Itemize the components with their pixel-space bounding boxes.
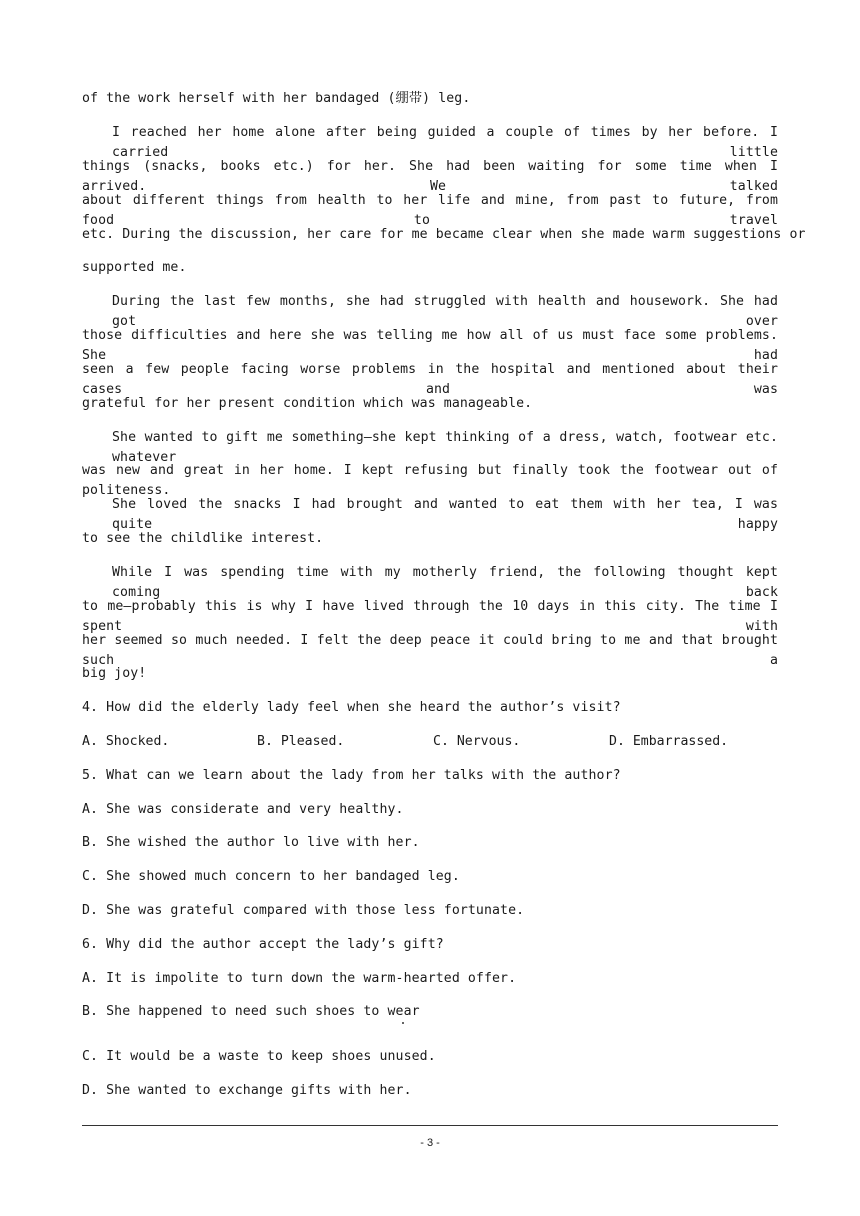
passage-line: supported me. bbox=[82, 260, 187, 275]
footer-divider bbox=[82, 1125, 778, 1126]
passage-line: her seemed so much needed. I felt the deep peace it could bring to me and that brought such a bbox=[82, 633, 778, 668]
question-4-option-a: A. Shocked. bbox=[82, 734, 170, 749]
question-4-option-b: B. Pleased. bbox=[257, 734, 345, 749]
question-5-option-c: C. She showed much concern to her bandaged leg. bbox=[82, 869, 460, 884]
passage-line: those difficulties and here she was telling me how all of us must face some problems. She had bbox=[82, 328, 778, 363]
passage-line: big joy! bbox=[82, 666, 147, 681]
question-6-option-b: B. She happened to need such shoes to wear bbox=[82, 1004, 420, 1019]
passage-line: of the work herself with her bandaged (绷带) leg. bbox=[82, 91, 471, 106]
question-6-stem: 6. Why did the author accept the lady’s gift? bbox=[82, 937, 444, 952]
passage-line: things (snacks, books etc.) for her. She had been waiting for some time when I arrived. We talked bbox=[82, 159, 778, 194]
question-5-option-b: B. She wished the author lo live with her. bbox=[82, 835, 420, 850]
passage-line: While I was spending time with my motherly friend, the following thought kept coming back bbox=[112, 565, 778, 600]
passage-line: She loved the snacks I had brought and wanted to eat them with her tea, I was quite happy bbox=[112, 497, 778, 532]
passage-line: seen a few people facing worse problems in the hospital and mentioned about their cases and was bbox=[82, 362, 778, 397]
passage-line: She wanted to gift me something—she kept thinking of a dress, watch, footwear etc. whatever bbox=[112, 430, 778, 465]
question-6-option-c: C. It would be a waste to keep shoes unused. bbox=[82, 1049, 436, 1064]
question-6-option-d: D. She wanted to exchange gifts with her. bbox=[82, 1083, 412, 1098]
stray-dot-mark bbox=[402, 1022, 404, 1024]
question-6-option-a: A. It is impolite to turn down the warm-hearted offer. bbox=[82, 971, 517, 986]
passage-line: I reached her home alone after being guided a couple of times by her before. I carried little bbox=[112, 125, 778, 160]
question-4-stem: 4. How did the elderly lady feel when she heard the author’s visit? bbox=[82, 700, 621, 715]
passage-line: etc. During the discussion, her care for me became clear when she made warm suggestions or bbox=[82, 227, 806, 242]
passage-line: to me—probably this is why I have lived through the 10 days in this city. The time I spent with bbox=[82, 599, 778, 634]
page-number: - 3 - bbox=[420, 1137, 440, 1149]
question-4-option-c: C. Nervous. bbox=[433, 734, 521, 749]
passage-line: During the last few months, she had struggled with health and housework. She had got over bbox=[112, 294, 778, 329]
question-5-stem: 5. What can we learn about the lady from her talks with the author? bbox=[82, 768, 621, 783]
passage-line: grateful for her present condition which was manageable. bbox=[82, 396, 533, 411]
passage-line: to see the childlike interest. bbox=[82, 531, 324, 546]
question-5-option-a: A. She was considerate and very healthy. bbox=[82, 802, 404, 817]
question-5-option-d: D. She was grateful compared with those less fortunate. bbox=[82, 903, 525, 918]
question-4-option-d: D. Embarrassed. bbox=[609, 734, 729, 749]
passage-line: about different things from health to her life and mine, from past to future, from food to travel bbox=[82, 193, 778, 228]
passage-line: was new and great in her home. I kept refusing but finally took the footwear out of politeness. bbox=[82, 463, 778, 498]
